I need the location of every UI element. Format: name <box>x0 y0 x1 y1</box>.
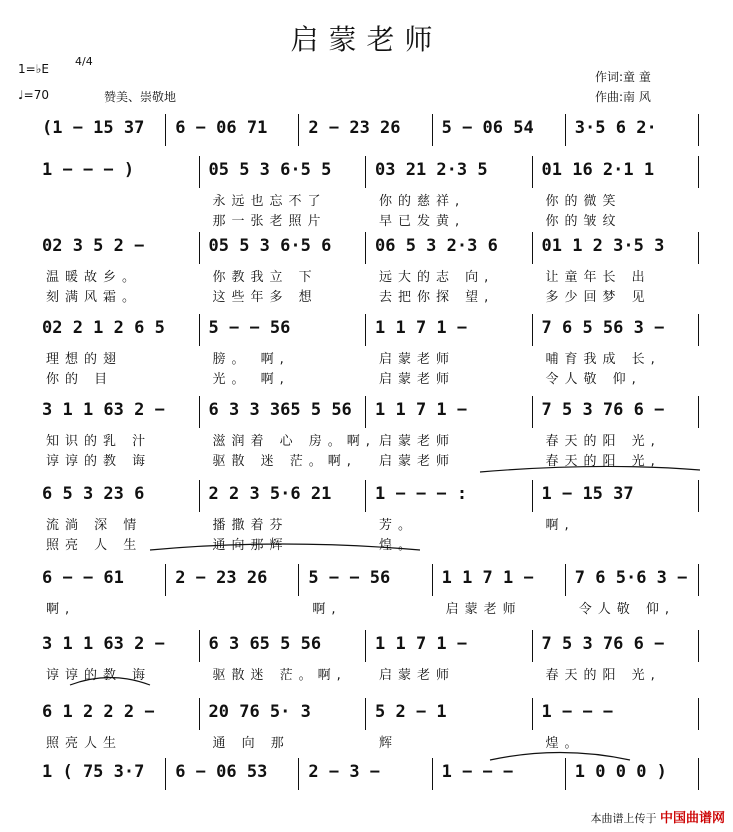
barline <box>298 114 299 146</box>
measure-notes: 6 3 65 5 56 <box>208 634 322 654</box>
measure-notes: 6 − 06 53 <box>175 762 268 782</box>
lyric-text: 你的 目 <box>46 372 114 387</box>
measure-notes: 2 2 3 5·6 21 <box>208 484 332 504</box>
barline <box>365 156 366 188</box>
measure-notes: 5 2 − 1 <box>375 702 447 722</box>
lyric-text: 啊, <box>545 518 575 533</box>
lyric-text: 你的慈祥, <box>379 194 466 209</box>
lyric-text: 春天的阳 光, <box>545 434 661 449</box>
barline <box>199 698 200 730</box>
barline <box>199 480 200 512</box>
lyric-line <box>0 210 733 228</box>
lyric-text: 煌。 <box>545 736 584 751</box>
measure-notes: 1 ( 75 3·7 <box>42 762 145 782</box>
note-icon: ♩ <box>18 88 24 102</box>
staff-row <box>0 160 733 186</box>
measure-notes: 6 5 3 23 6 <box>42 484 145 504</box>
barline <box>365 396 366 428</box>
tempo-marking <box>18 88 49 102</box>
staff-row <box>0 236 733 262</box>
barline <box>565 564 566 596</box>
lyric-text: 播撒着芬 <box>212 518 289 533</box>
measure-notes: 1 1 7 1 − <box>375 318 468 338</box>
lyric-text: 令人敬 仰, <box>578 602 676 617</box>
barline <box>165 114 166 146</box>
lyric-line <box>0 598 733 616</box>
measure-notes: 5 − − 56 <box>308 568 391 588</box>
barline <box>298 564 299 596</box>
measure-notes: 01 16 2·1 1 <box>541 160 655 180</box>
barline <box>298 758 299 790</box>
lyric-text: 啊, <box>46 602 76 617</box>
lyric-text: 早已发黄, <box>379 214 466 229</box>
measure-notes: 1 0 0 0 ) <box>574 762 667 782</box>
lyric-text: 驱散 迷 茫。啊, <box>212 454 357 469</box>
barline <box>698 156 699 188</box>
barline <box>432 114 433 146</box>
measure-notes: 3 1 1 63 2 − <box>42 400 165 420</box>
measure-notes: 1 − − − : <box>375 484 468 504</box>
lyric-text: 谆谆的教 诲 <box>46 454 152 469</box>
barline <box>365 232 366 264</box>
barline <box>698 232 699 264</box>
lyric-text: 春天的阳 光, <box>545 668 661 683</box>
lyric-text: 启蒙老师 <box>379 372 456 387</box>
measure-notes: 1 − − − <box>441 762 514 782</box>
page-title: 启蒙老师 <box>290 23 443 56</box>
lyric-text: 照亮 人 生 <box>46 538 143 553</box>
staff-row <box>0 484 733 510</box>
lyric-text: 理想的翅 <box>46 352 123 367</box>
barline <box>199 630 200 662</box>
lyric-line <box>0 190 733 208</box>
footer-text: 本曲谱上传于 <box>590 812 657 825</box>
barline <box>565 114 566 146</box>
staff-row <box>0 762 733 788</box>
lyric-line <box>0 732 733 750</box>
tempo-value: =70 <box>23 88 49 102</box>
measure-notes: 6 − 06 71 <box>175 118 268 138</box>
composer: 作曲:南 风 <box>595 90 651 104</box>
barline <box>565 758 566 790</box>
lyric-text: 知识的乳 汁 <box>46 434 152 449</box>
lyric-text: 刻满风霜。 <box>46 290 142 305</box>
measure-notes: 7 5 3 76 6 − <box>541 634 665 654</box>
key-note: ♭E <box>35 62 49 76</box>
measure-notes: 2 − 23 26 <box>175 568 268 588</box>
lyric-text: 你教我立 下 <box>212 270 318 285</box>
staff-row <box>0 702 733 728</box>
measure-notes: 06 5 3 2·3 6 <box>375 236 498 256</box>
measure-notes: 01 1 2 3·5 3 <box>541 236 665 256</box>
measure-notes: 1 1 7 1 − <box>441 568 534 588</box>
barline <box>199 396 200 428</box>
measure-notes: 1 − − − <box>541 702 614 722</box>
measure-notes: 05 5 3 6·5 6 <box>208 236 332 256</box>
measure-notes: (1 − 15 37 <box>42 118 145 138</box>
barline <box>199 232 200 264</box>
lyric-line <box>0 534 733 552</box>
measure-notes: 03 21 2·3 5 <box>375 160 488 180</box>
measure-notes: 5 − 06 54 <box>441 118 534 138</box>
measure-notes: 2 − 23 26 <box>308 118 401 138</box>
lyric-line <box>0 266 733 284</box>
lyric-text: 春天的阳 光, <box>545 454 661 469</box>
barline <box>698 630 699 662</box>
lyric-text: 谆谆的教 诲 <box>46 668 152 683</box>
measure-notes: 1 1 7 1 − <box>375 400 468 420</box>
lyric-text: 通向那辉 <box>212 538 289 553</box>
slur <box>490 753 630 761</box>
barline <box>698 114 699 146</box>
measure-notes: 7 6 5 56 3 − <box>541 318 665 338</box>
lyric-line <box>0 348 733 366</box>
lyric-text: 驱散迷 茫。啊, <box>212 668 347 683</box>
barline <box>532 232 533 264</box>
measure-notes: 3·5 6 2· <box>574 118 657 138</box>
barline <box>532 630 533 662</box>
barline <box>532 480 533 512</box>
barline <box>532 396 533 428</box>
lyric-text: 煌。 <box>379 538 418 553</box>
barline <box>698 564 699 596</box>
measure-notes: 7 6 5·6 3 − <box>574 568 688 588</box>
barline <box>698 396 699 428</box>
barline <box>698 314 699 346</box>
lyric-text: 照亮人生 <box>46 736 123 751</box>
lyric-text: 让童年长 出 <box>545 270 651 285</box>
lyric-text: 远大的志 向, <box>379 270 495 285</box>
lyric-line <box>0 664 733 682</box>
lyric-text: 膀。 啊, <box>212 352 290 367</box>
measure-notes: 2 − 3 − <box>308 762 381 782</box>
barline <box>432 758 433 790</box>
lyric-text: 启蒙老师 <box>379 668 456 683</box>
footer <box>590 807 725 826</box>
lyric-line <box>0 368 733 386</box>
lyric-text: 温暖故乡。 <box>46 270 142 285</box>
measure-notes: 7 5 3 76 6 − <box>541 400 665 420</box>
barline <box>698 698 699 730</box>
measure-notes: 6 3 3 365 5 56 <box>208 400 352 420</box>
barline <box>199 314 200 346</box>
lyric-line <box>0 286 733 304</box>
staff-row <box>0 118 733 144</box>
lyric-text: 啊, <box>312 602 342 617</box>
key-label: 1= <box>18 62 36 76</box>
barline <box>165 758 166 790</box>
barline <box>365 698 366 730</box>
lyric-line <box>0 430 733 448</box>
lyric-text: 启蒙老师 <box>379 352 456 367</box>
expression-marking: 赞美、崇敬地 <box>104 90 177 104</box>
barline <box>698 480 699 512</box>
lyric-text: 这些年多 想 <box>212 290 318 305</box>
barline <box>365 314 366 346</box>
measure-notes: 05 5 3 6·5 5 <box>208 160 332 180</box>
time-signature: 4/4 <box>75 55 93 68</box>
barline <box>365 480 366 512</box>
lyricist: 作词:童 童 <box>595 70 651 84</box>
barline <box>199 156 200 188</box>
barline <box>432 564 433 596</box>
lyric-text: 启蒙老师 <box>379 454 456 469</box>
measure-notes: 6 1 2 2 2 − <box>42 702 155 722</box>
lyric-text: 哺育我成 长, <box>545 352 661 367</box>
barline <box>532 314 533 346</box>
lyric-text: 令人敬 仰, <box>545 372 642 387</box>
measure-notes: 5 − − 56 <box>208 318 291 338</box>
lyric-text: 通 向 那 <box>212 736 290 751</box>
staff-row <box>0 318 733 344</box>
measure-notes: 1 − 15 37 <box>541 484 634 504</box>
lyric-text: 启蒙老师 <box>379 434 456 449</box>
measure-notes: 1 − − − ) <box>42 160 135 180</box>
barline <box>365 630 366 662</box>
lyric-text: 多少回梦 见 <box>545 290 651 305</box>
key-signature <box>18 62 49 76</box>
lyric-text: 那一张老照片 <box>212 214 327 229</box>
lyric-text: 启蒙老师 <box>445 602 522 617</box>
staff-row <box>0 400 733 426</box>
lyric-text: 你的微笑 <box>545 194 622 209</box>
site-logo: 中国曲谱网 <box>659 811 725 826</box>
lyric-text: 光。 啊, <box>212 372 290 387</box>
lyric-text: 芳。 <box>379 518 418 533</box>
barline <box>698 758 699 790</box>
staff-row <box>0 568 733 594</box>
measure-notes: 02 2 1 2 6 5 <box>42 318 165 338</box>
barline <box>532 698 533 730</box>
measure-notes: 6 − − 61 <box>42 568 124 588</box>
lyric-text: 你的皱纹 <box>545 214 622 229</box>
barline <box>532 156 533 188</box>
barline <box>165 564 166 596</box>
measure-notes: 1 1 7 1 − <box>375 634 468 654</box>
lyric-line <box>0 450 733 468</box>
measure-notes: 3 1 1 63 2 − <box>42 634 165 654</box>
lyric-line <box>0 514 733 532</box>
lyric-text: 去把你探 望, <box>379 290 495 305</box>
measure-notes: 20 76 5· 3 <box>208 702 311 722</box>
measure-notes: 02 3 5 2 − <box>42 236 145 256</box>
lyric-text: 滋润着 心 房。啊, <box>212 434 376 449</box>
lyric-text: 辉 <box>379 736 399 751</box>
staff-row <box>0 634 733 660</box>
lyric-text: 流淌 深 情 <box>46 518 143 533</box>
lyric-text: 永远也忘不了 <box>212 194 327 209</box>
